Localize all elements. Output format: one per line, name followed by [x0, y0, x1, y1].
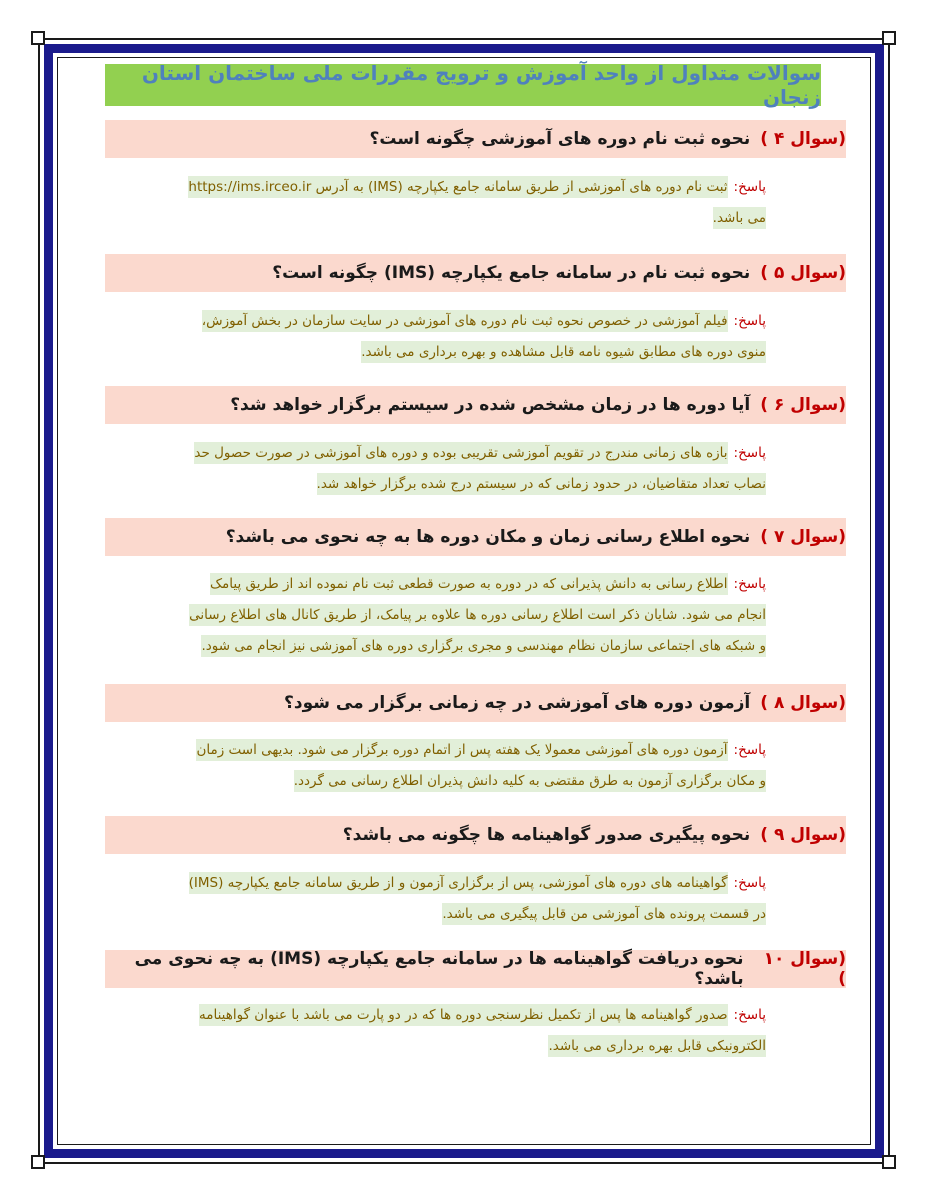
- question-number: (سوال ۸ ): [760, 693, 846, 713]
- question-text: نحوه ثبت نام در سامانه جامع یکپارچه (IMS) چگونه است؟: [272, 263, 751, 283]
- answer-line: و شبکه های اجتماعی سازمان نظام مهندسی و مجری برگزاری دوره های آموزشی نیز انجام می شود.: [201, 635, 766, 657]
- corner-ornament: [882, 1155, 896, 1169]
- answer-line: ثبت نام دوره های آموزشی از طریق سامانه جامع یکپارچه (IMS) به آدرس https://ims.irceo.ir: [188, 176, 727, 198]
- answer-line: می باشد.: [713, 207, 766, 229]
- answer-label: پاسخ:: [733, 445, 766, 461]
- answer-block: [105, 1000, 766, 1062]
- question-bar: [105, 816, 846, 854]
- answer-block: [105, 868, 766, 930]
- answer-line: در قسمت پرونده های آموزشی من قابل پیگیری می باشد.: [442, 903, 766, 925]
- corner-ornament: [31, 1155, 45, 1169]
- question-bar: [105, 254, 846, 292]
- answer-line: منوی دوره های مطابق شیوه نامه قابل مشاهده و بهره برداری می باشد.: [361, 341, 766, 363]
- answer-block: [105, 569, 766, 662]
- question-text: نحوه پیگیری صدور گواهینامه ها چگونه می باشد؟: [342, 825, 751, 845]
- answer-label: پاسخ:: [733, 1007, 766, 1023]
- question-number: (سوال ۶ ): [760, 395, 846, 415]
- question-bar: [105, 950, 846, 988]
- answer-line: فیلم آموزشی در خصوص نحوه ثبت نام دوره های آموزشی در سایت سازمان در بخش آموزش،: [202, 310, 728, 332]
- answer-label: پاسخ:: [733, 875, 766, 891]
- question-text: نحوه اطلاع رسانی زمان و مکان دوره ها به چه نحوی می باشد؟: [225, 527, 751, 547]
- question-text: آزمون دوره های آموزشی در چه زمانی برگزار می شود؟: [284, 693, 751, 713]
- answer-block: [105, 172, 766, 234]
- question-number: (سوال ۵ ): [760, 263, 846, 283]
- question-text: آیا دوره ها در زمان مشخص شده در سیستم برگزار خواهد شد؟: [230, 395, 751, 415]
- answer-label: پاسخ:: [733, 742, 766, 758]
- page-title: سوالات متداول از واحد آموزش و ترویج مقررات ملی ساختمان استان زنجان: [141, 61, 821, 109]
- question-bar: [105, 386, 846, 424]
- answer-block: [105, 735, 766, 797]
- answer-line: الکترونیکی قابل بهره برداری می باشد.: [548, 1035, 766, 1057]
- answer-block: [105, 438, 766, 500]
- question-number: (سوال ۴ ): [760, 129, 846, 149]
- question-bar: [105, 120, 846, 158]
- question-text: نحوه ثبت نام دوره های آموزشی چگونه است؟: [369, 129, 751, 149]
- question-bar: [105, 518, 846, 556]
- question-number: (سوال ۷ ): [760, 527, 846, 547]
- answer-line: آزمون دوره های آموزشی معمولا یک هفته پس از اتمام دوره برگزار می شود. بدیهی است زمان: [196, 739, 727, 761]
- answer-line: نصاب تعداد متقاضیان، در حدود زمانی که در سیستم درج شده برگزار خواهد شد.: [317, 473, 766, 495]
- answer-block: [105, 306, 766, 368]
- page-title-bar: [105, 61, 821, 109]
- corner-ornament: [31, 31, 45, 45]
- answer-line: بازه های زمانی مندرج در تقویم آموزشی تقریبی بوده و دوره های آموزشی در صورت حصول حد: [194, 442, 727, 464]
- question-text: نحوه دریافت گواهینامه ها در سامانه جامع یکپارچه (IMS) به چه نحوی می باشد؟: [134, 949, 744, 989]
- answer-line: اطلاع رسانی به دانش پذیرانی که در دوره به صورت قطعی ثبت نام نموده اند از طریق پیامک: [210, 573, 728, 595]
- answer-label: پاسخ:: [733, 313, 766, 329]
- question-bar: [105, 684, 846, 722]
- question-number: (سوال ۹ ): [760, 825, 846, 845]
- answer-line: و مکان برگزاری آزمون به طرق مقتضی به کلیه دانش پذیران اطلاع رسانی می گردد.: [294, 770, 766, 792]
- answer-label: پاسخ:: [733, 576, 766, 592]
- corner-ornament: [882, 31, 896, 45]
- answer-label: پاسخ:: [733, 179, 766, 195]
- answer-line: صدور گواهینامه ها پس از تکمیل نظرسنجی دوره ها که در دو پارت می باشد با عنوان گواهینامه: [199, 1004, 728, 1026]
- answer-line: گواهینامه های دوره های آموزشی، پس از برگزاری آزمون و از طریق سامانه جامع یکپارچه (IMS): [189, 872, 728, 894]
- answer-line: انجام می شود. شایان ذکر است اطلاع رسانی دوره ها علاوه بر پیامک، از طریق کانال های اطلاع رسانی: [189, 604, 766, 626]
- question-number: (سوال ۱۰ ): [763, 949, 846, 989]
